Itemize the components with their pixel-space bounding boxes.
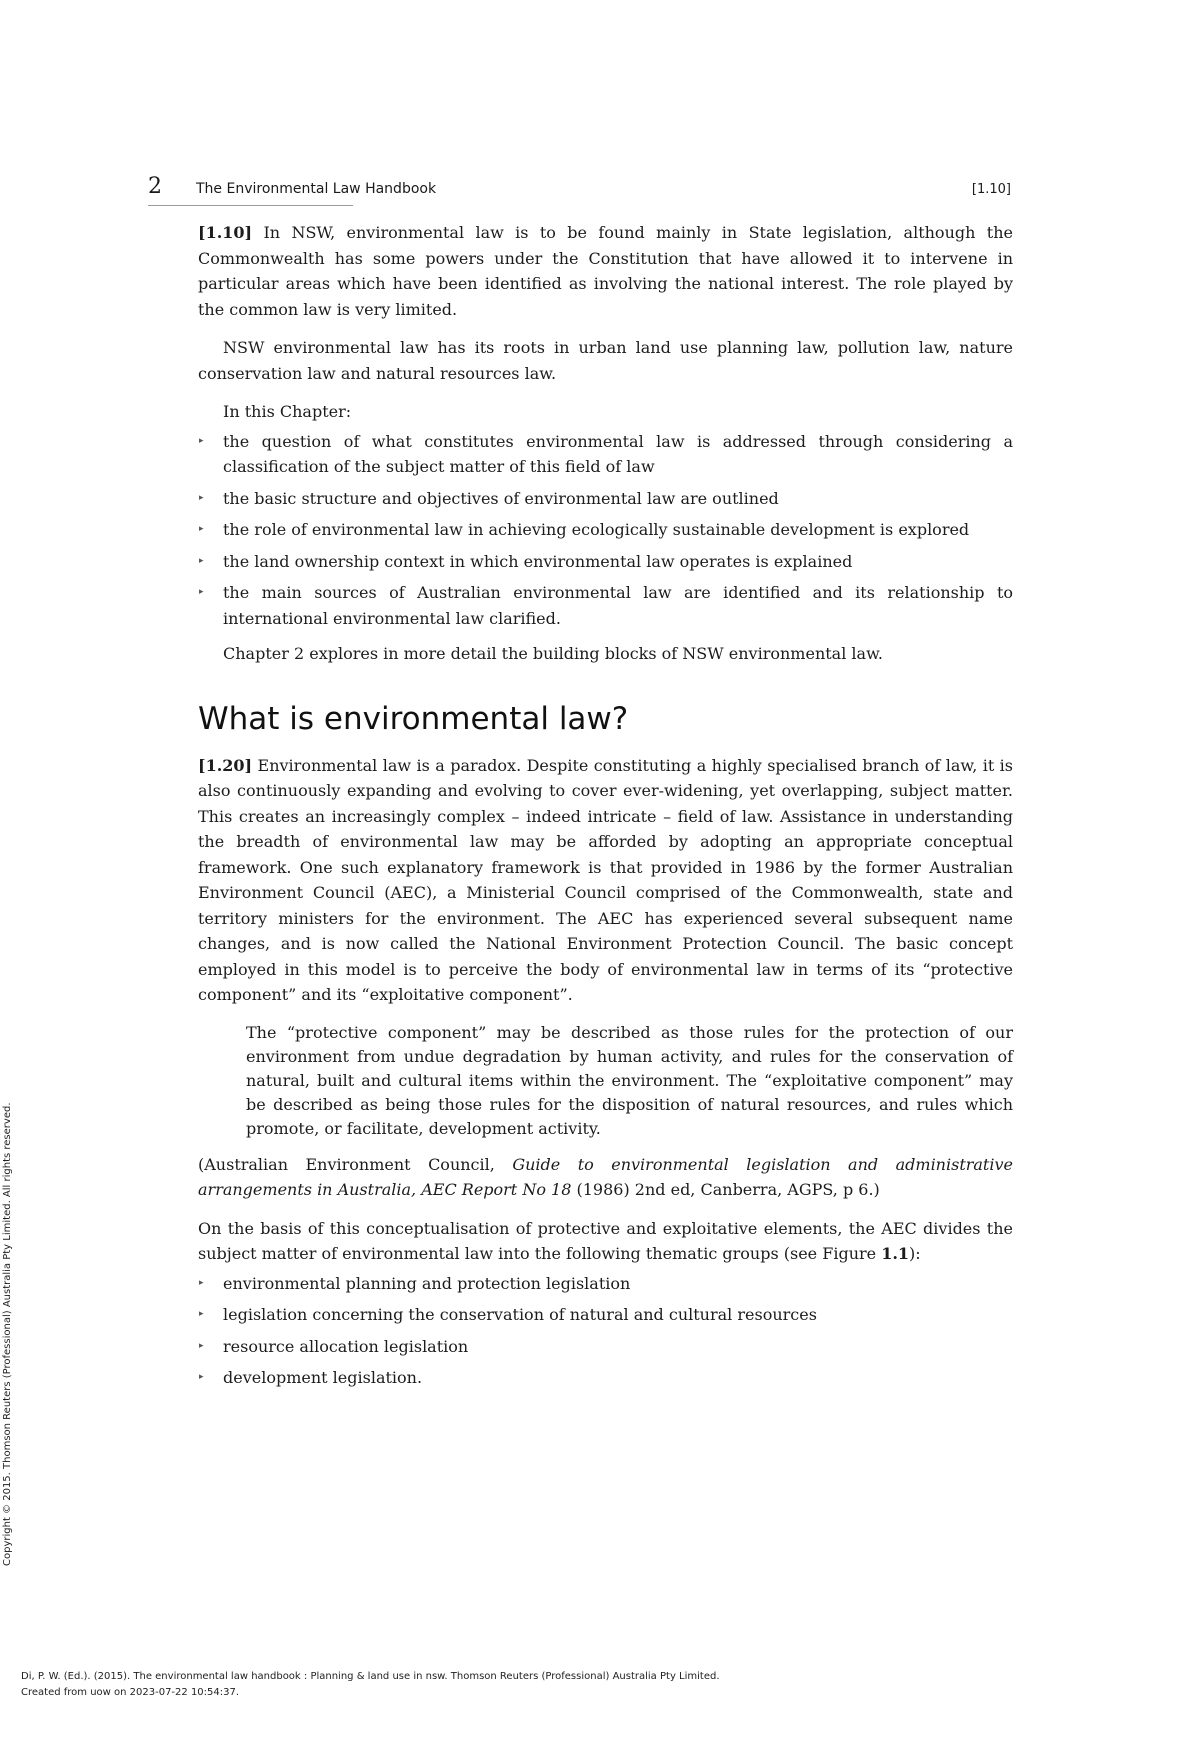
list-item-text: the question of what constitutes environmental law is addressed through considering a classification of the subject matter of this field of law — [223, 431, 1013, 476]
copyright-text: Copyright © 2015. Thomson Reuters (Professional) Australia Pty Limited. All rights reserved. — [2, 1102, 13, 1566]
list-item-text: legislation concerning the conservation of natural and cultural resources — [223, 1305, 817, 1324]
page-number: 2 — [148, 174, 162, 199]
section-heading: What is environmental law? — [198, 700, 629, 737]
list-item-text: the main sources of Australian environmental law are identified and its relationship to international environmental law clarified. — [223, 583, 1013, 628]
list-item-text: environmental planning and protection legislation — [223, 1273, 631, 1293]
chapter-points-list — [198, 429, 1013, 632]
list-item — [198, 1271, 1013, 1297]
paragraph-chapter-2: Chapter 2 explores in more detail the building blocks of NSW environmental law. — [223, 644, 883, 663]
running-header — [148, 174, 1011, 198]
list-item-text: the basic structure and objectives of environmental law are outlined — [223, 488, 779, 508]
list-item — [198, 549, 1013, 575]
citation-title: Guide to environmental legislation and administrative arrangements in Australia, AEC Report No 18 — [198, 1154, 1013, 1199]
list-item — [198, 1365, 1013, 1391]
paragraph-text-end: ): — [909, 1244, 921, 1263]
triangle-right-icon: ▸ — [199, 492, 204, 503]
paragraph-text: Environmental law is a paradox. Despite constituting a highly specialised branch of law, it is also continuously expanding and evolving to cover ever-widening, yet overlapping, subject matter. This creates an increasingly complex – indeed intricate – field of law. Assistance in understanding the breadth of environmental law may be afforded by adopting an appropriate conceptual framework. One such explanatory framework is that provided in 1986 by the former Australian Environment Council (AEC), a Ministerial Council comprised of the Commonwealth, state and territory ministers for the environment. The AEC has experienced several subsequent name changes, and is now called the National Environment Protection Council. The basic concept employed in this model is to perceive the body of environmental law in terms of its “protective component” and its “exploitative component”. — [198, 755, 1013, 1004]
triangle-right-icon: ▸ — [199, 1309, 204, 1319]
list-item-text: development legislation. — [223, 1368, 423, 1387]
header-divider — [148, 205, 353, 206]
paragraph-number: [1.10] — [198, 223, 253, 242]
list-item-text: resource allocation legislation — [223, 1336, 469, 1356]
paragraph-roots: NSW environmental law has its roots in urban land use planning law, pollution law, nature conservation law and natural resources law. — [198, 338, 1013, 383]
triangle-right-icon: ▸ — [199, 1340, 204, 1351]
list-item — [198, 1302, 1013, 1328]
paragraph-1-10 — [198, 220, 1013, 322]
list-item — [198, 429, 1013, 480]
figure-reference: 1.1 — [881, 1244, 910, 1263]
triangle-right-icon: ▸ — [199, 435, 204, 446]
triangle-right-icon: ▸ — [199, 555, 204, 566]
footer-created: Created from uow on 2023-07-22 10:54:37. — [21, 1687, 240, 1698]
paragraph-chapter-intro: In this Chapter: — [223, 402, 352, 421]
paragraph-text: On the basis of this conceptualisation of protective and exploitative elements, the AEC divides the subject matter of environmental law into the following thematic groups (see Figure — [198, 1218, 1013, 1263]
footer-citation: Di, P. W. (Ed.). (2015). The environmental law handbook : Planning & land use in nsw. Thomson Reuters (Professional) Australia Pty Limited. — [21, 1671, 720, 1682]
block-quote: The “protective component” may be described as those rules for the protection of our environment from undue degradation by human activity, and rules for the conservation of natural, built and cultural items within the environment. The “exploitative component” may be described as being those rules for the disposition of natural resources, and rules which promote, or facilitate, development activity. — [246, 1022, 1013, 1138]
body-text — [198, 220, 1013, 1401]
citation-prefix: (Australian Environment Council, — [198, 1154, 513, 1174]
triangle-right-icon: ▸ — [199, 524, 204, 534]
quote-citation — [198, 1152, 1013, 1203]
paragraph-1-20 — [198, 753, 1013, 1008]
book-title: The Environmental Law Handbook — [196, 181, 437, 197]
triangle-right-icon: ▸ — [199, 1372, 204, 1382]
list-item-text: the land ownership context in which environmental law operates is explained — [223, 551, 853, 571]
paragraph-thematic-intro — [198, 1216, 1013, 1267]
citation-suffix: (1986) 2nd ed, Canberra, AGPS, p 6.) — [571, 1180, 880, 1199]
list-item — [198, 517, 1013, 543]
triangle-right-icon: ▸ — [199, 587, 204, 597]
paragraph-number: [1.20] — [198, 755, 253, 775]
list-item — [198, 1334, 1013, 1360]
list-item — [198, 580, 1013, 631]
paragraph-text: In NSW, environmental law is to be found mainly in State legislation, although the Commonwealth has some powers under the Constitution that have allowed it to intervene in particular areas which have been identified as involving the national interest. The role played by the common law is very limited. — [198, 223, 1013, 319]
header-section-ref: [1.10] — [971, 182, 1011, 197]
source-footer — [21, 1669, 1171, 1701]
thematic-groups-list — [198, 1271, 1013, 1391]
list-item-text: the role of environmental law in achieving ecologically sustainable development is explored — [223, 520, 970, 539]
list-item — [198, 486, 1013, 512]
triangle-right-icon: ▸ — [199, 1277, 204, 1288]
